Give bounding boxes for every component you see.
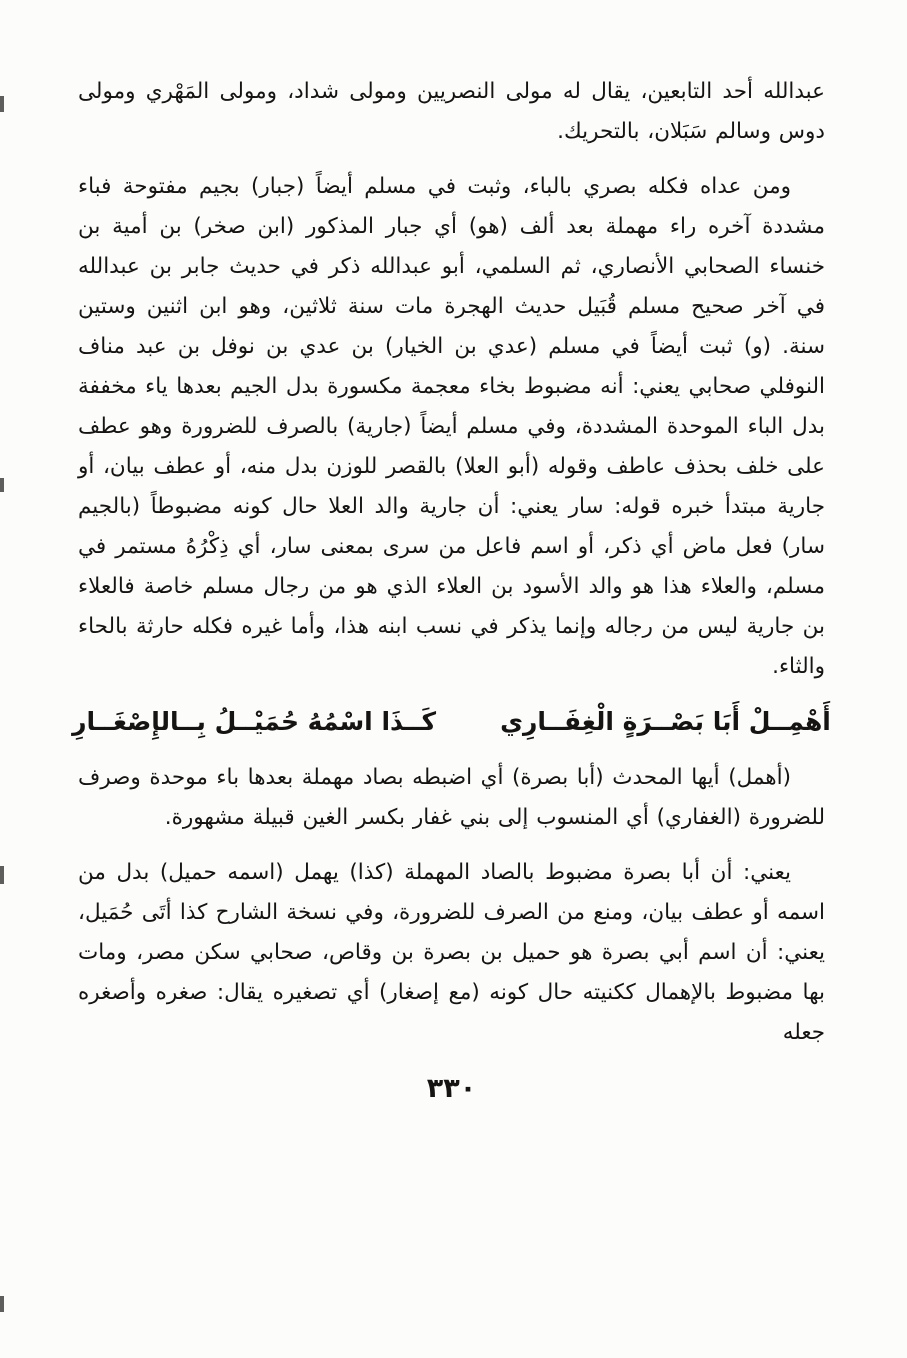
page-number: ٣٣٠ — [426, 1072, 477, 1104]
paragraph-continuation: عبدالله أحد التابعين، يقال له مولى النصريين ومولى شداد، ومولى المَهْري ومولى دوس وسالم سَبَلان، بالتحريك. — [78, 79, 825, 144]
scan-edge-artifact — [0, 478, 11, 492]
scan-edge-artifact — [0, 96, 11, 112]
paragraph-commentary-2: (أهمل) أيها المحدث (أبا بصرة) أي اضبطه بصاد مهملة بعدها باء موحدة وصرف للضرورة (الغفاري) أي المنسوب إلى بني غفار بكسر الغين قبيلة مشهورة. — [78, 764, 825, 830]
poem-verse — [72, 706, 831, 736]
scan-edge-artifact — [0, 1296, 11, 1312]
paragraph-commentary-3: يعني: أن أبا بصرة مضبوط بالصاد المهملة (كذا) يهمل (اسمه حميل) بدل من اسمه أو عطف بيان، ومنع من الصرف للضرورة، وفي نسخة الشارح كذا أتَى حُمَيل، يعني: أن اسم أبي بصرة هو حميل بن بصرة بن وقاص، صحابي سكن مصر، ومات بها مضبوط بالإهمال ككنيته حال كونه (مع إصغار) أي تصغيره يقال: صغره وأصغره جعله — [78, 859, 825, 1045]
paragraph-commentary-1: ومن عداه فكله بصري بالباء، وثبت في مسلم أيضاً (جبار) بجيم مفتوحة فباء مشددة آخره راء مهملة بعد ألف (هو) أي جبار المذكور (ابن صخر) بن أمية بن خنساء الصحابي الأنصاري، ثم السلمي، أبو عبدالله ذكر في حديث جابر بن عبدالله في آخر صحيح مسلم قُبَيل حديث الهجرة مات سنة ثلاثين، وهو ابن اثنين وستين سنة. (و) ثبت أيضاً في مسلم (عدي بن الخيار) بن عدي بن نوفل بن عبد مناف النوفلي صحابي يعني: أنه مضبوط بخاء معجمة مكسورة بدل الجيم بعدها ياء مخففة بدل الباء الموحدة المشددة، وفي مسلم أيضاً (جارية) بالصرف للضرورة وهو عطف على خلف بحذف عاطف وقوله (أبو العلا) بالقصر للوزن بدل منه، أو عطف بيان، أو جارية مبتدأ خبره قوله: سار يعني: أن جارية والد العلا حال كونه مضبوطاً (بالجيم سار) فعل ماض أي ذكر، أو اسم فاعل من سرى بمعنى سار، أي ذِكْرُهُ مستمر في مسلم، والعلاء هذا هو والد الأسود بن العلاء الذي هو من رجال مسلم خاصة فالعلاء بن جارية ليس من رجاله وإنما يذكر في نسب ابنه هذا، وأما غيره فكله حارثة بالحاء والثاء. — [78, 173, 825, 679]
scan-edge-artifact — [0, 866, 11, 884]
verse-hemistich-right: أَهْمِــلْ أَبَا بَصْــرَةٍ الْغِفَــارِي — [500, 706, 831, 736]
verse-hemistich-left: كَــذَا اسْمُهُ حُمَيْــلُ بِــالإِصْغَــارِ — [72, 706, 437, 736]
